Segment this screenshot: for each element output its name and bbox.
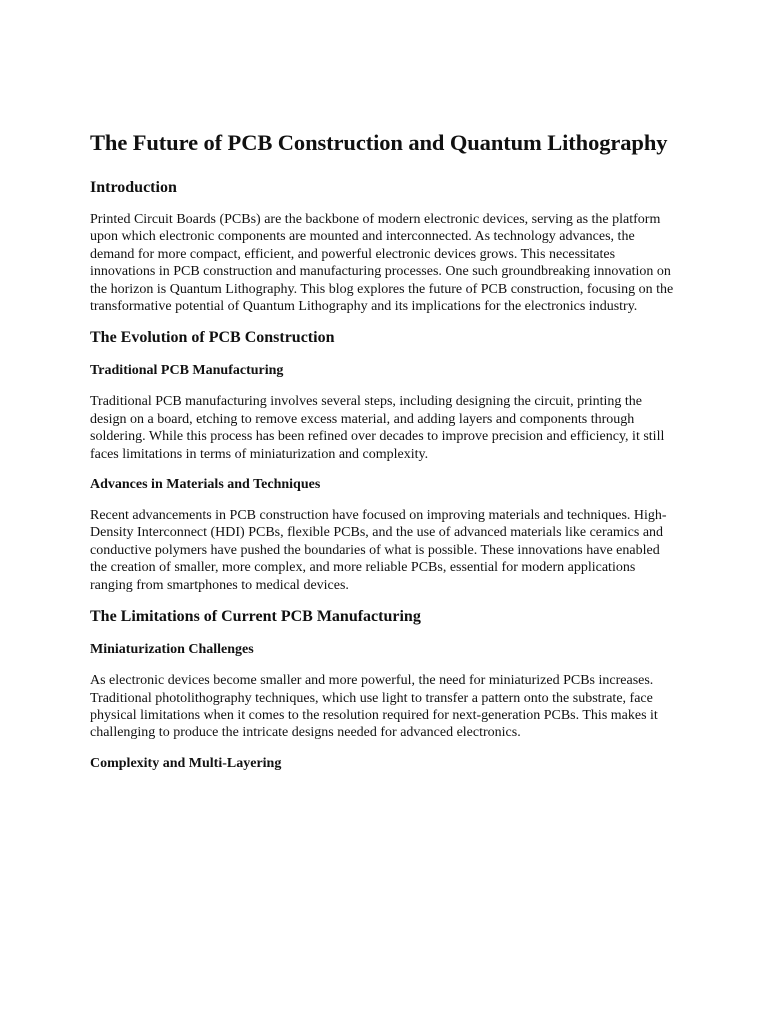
advances-paragraph: Recent advancements in PCB construction have focused on improving materials and techniques. High-Density Interconnect (HDI) PCBs, flexible PCBs, and the use of advanced materials like ceramics and conductive polymers have pushed the boundaries of what is possible. These innovations have enabled the creation of smaller, more complex, and more reliable PCBs, essential for modern applications ranging from smartphones to medical devices. [90, 508, 667, 593]
complexity-heading: Complexity and Multi-Layering [90, 755, 282, 771]
section-introduction [90, 177, 688, 315]
limitations-heading: The Limitations of Current PCB Manufacturing [90, 608, 421, 626]
miniaturization-heading: Miniaturization Challenges [90, 642, 254, 658]
introduction-paragraph: Printed Circuit Boards (PCBs) are the backbone of modern electronic devices, serving as the platform upon which electronic components are mounted and interconnected. As technology advances, the demand for more compact, efficient, and powerful electronic devices grows. This necessitates innovations in PCB construction and manufacturing processes. One such groundbreaking innovation on the horizon is Quantum Lithography. This blog explores the future of PCB construction, focusing on the transformative potential of Quantum Lithography and its implications for the electronics industry. [90, 212, 674, 315]
introduction-heading: Introduction [90, 179, 177, 196]
document-title: The Future of PCB Construction and Quantum Lithography [90, 130, 668, 155]
miniaturization-paragraph: As electronic devices become smaller and more powerful, the need for miniaturized PCBs increases. Traditional photolithography techniques, which use light to transfer a pattern onto the substrate, face physical limitations when it comes to the resolution required for next-generation PCBs. This makes it challenging to produce the intricate designs needed for advanced electronics. [90, 673, 658, 741]
section-limitations [90, 606, 688, 774]
section-evolution [90, 327, 688, 594]
advances-heading: Advances in Materials and Techniques [90, 477, 321, 493]
evolution-heading: The Evolution of PCB Construction [90, 329, 335, 347]
traditional-manufacturing-heading: Traditional PCB Manufacturing [90, 363, 284, 379]
traditional-manufacturing-paragraph: Traditional PCB manufacturing involves several steps, including designing the circuit, printing the design on a board, etching to remove excess material, and adding layers and components through soldering. While this process has been refined over decades to improve precision and efficiency, it still faces limitations in terms of miniaturization and complexity. [90, 394, 665, 462]
